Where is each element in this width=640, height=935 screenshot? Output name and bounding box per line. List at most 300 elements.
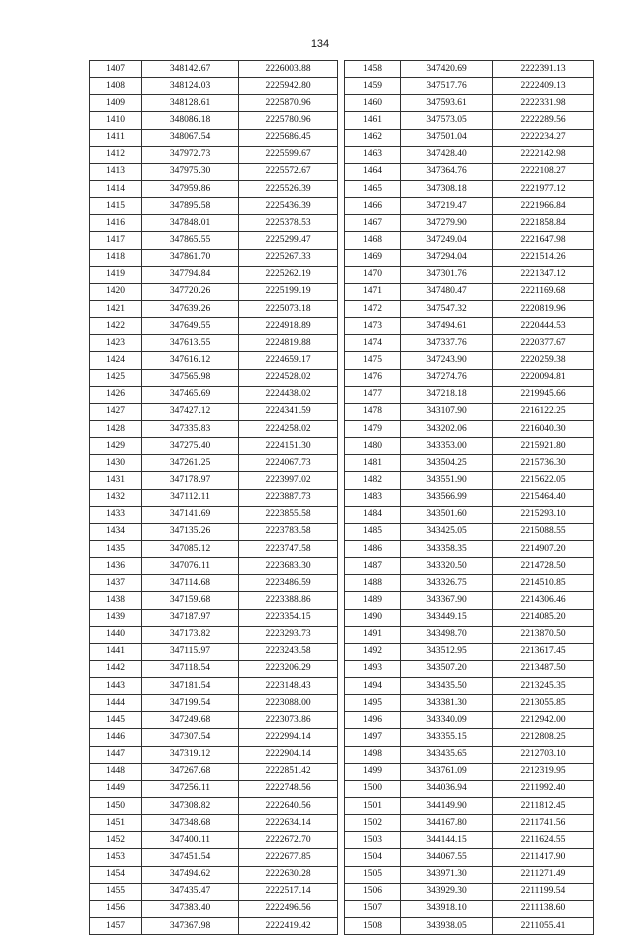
y-coordinate-cell: 2213245.35: [493, 678, 594, 695]
x-coordinate-cell: 344036.94: [401, 780, 493, 797]
point-number-cell: 1489: [345, 592, 401, 609]
x-coordinate-cell: 347465.69: [142, 386, 239, 403]
table-row: [345, 249, 594, 266]
y-coordinate-cell: 2220377.67: [493, 335, 594, 352]
y-coordinate-cell: 2212319.95: [493, 763, 594, 780]
point-number-cell: 1499: [345, 763, 401, 780]
x-coordinate-cell: 348142.67: [142, 61, 239, 78]
y-coordinate-cell: 2213055.85: [493, 695, 594, 712]
point-number-cell: 1472: [345, 300, 401, 317]
table-row: [345, 678, 594, 695]
table-row: [345, 558, 594, 575]
table-row: [345, 61, 594, 78]
y-coordinate-cell: 2211812.45: [493, 798, 594, 815]
point-number-cell: 1422: [90, 318, 142, 335]
x-coordinate-cell: 347547.32: [401, 300, 493, 317]
table-row: [345, 403, 594, 420]
point-number-cell: 1478: [345, 403, 401, 420]
x-coordinate-cell: 343507.20: [401, 660, 493, 677]
y-coordinate-cell: 2226003.88: [239, 61, 338, 78]
y-coordinate-cell: 2221514.26: [493, 249, 594, 266]
y-coordinate-cell: 2225378.53: [239, 215, 338, 232]
table-body-left: [90, 61, 338, 935]
table-row: [345, 763, 594, 780]
x-coordinate-cell: 343435.50: [401, 678, 493, 695]
y-coordinate-cell: 2222630.28: [239, 866, 338, 883]
point-number-cell: 1444: [90, 695, 142, 712]
point-number-cell: 1456: [90, 900, 142, 917]
point-number-cell: 1486: [345, 540, 401, 557]
point-number-cell: 1480: [345, 438, 401, 455]
x-coordinate-cell: 347383.40: [142, 900, 239, 917]
table-row: [345, 438, 594, 455]
table-row: [90, 832, 338, 849]
table-row: [345, 832, 594, 849]
y-coordinate-cell: 2225870.96: [239, 95, 338, 112]
x-coordinate-cell: 347199.54: [142, 695, 239, 712]
x-coordinate-cell: 348067.54: [142, 129, 239, 146]
x-coordinate-cell: 343340.09: [401, 712, 493, 729]
table-row: [345, 369, 594, 386]
y-coordinate-cell: 2222677.85: [239, 849, 338, 866]
x-coordinate-cell: 347181.54: [142, 678, 239, 695]
table-row: [90, 883, 338, 900]
x-coordinate-cell: 347135.26: [142, 523, 239, 540]
point-number-cell: 1473: [345, 318, 401, 335]
point-number-cell: 1483: [345, 489, 401, 506]
y-coordinate-cell: 2225526.39: [239, 180, 338, 197]
point-number-cell: 1455: [90, 883, 142, 900]
table-row: [90, 575, 338, 592]
y-coordinate-cell: 2216122.25: [493, 403, 594, 420]
point-number-cell: 1496: [345, 712, 401, 729]
point-number-cell: 1490: [345, 609, 401, 626]
y-coordinate-cell: 2222672.70: [239, 832, 338, 849]
point-number-cell: 1461: [345, 112, 401, 129]
x-coordinate-cell: 343449.15: [401, 609, 493, 626]
x-coordinate-cell: 343355.15: [401, 729, 493, 746]
y-coordinate-cell: 2215736.30: [493, 455, 594, 472]
point-number-cell: 1476: [345, 369, 401, 386]
y-coordinate-cell: 2222289.56: [493, 112, 594, 129]
y-coordinate-cell: 2220259.38: [493, 352, 594, 369]
point-number-cell: 1429: [90, 438, 142, 455]
table-row: [90, 763, 338, 780]
x-coordinate-cell: 347573.05: [401, 112, 493, 129]
y-coordinate-cell: 2222904.14: [239, 746, 338, 763]
x-coordinate-cell: 347975.30: [142, 163, 239, 180]
point-number-cell: 1484: [345, 506, 401, 523]
y-coordinate-cell: 2213487.50: [493, 660, 594, 677]
y-coordinate-cell: 2214907.20: [493, 540, 594, 557]
point-number-cell: 1412: [90, 146, 142, 163]
x-coordinate-cell: 343498.70: [401, 626, 493, 643]
y-coordinate-cell: 2222419.42: [239, 918, 338, 935]
table-row: [345, 283, 594, 300]
x-coordinate-cell: 347895.58: [142, 198, 239, 215]
table-row: [90, 249, 338, 266]
x-coordinate-cell: 347249.68: [142, 712, 239, 729]
point-number-cell: 1443: [90, 678, 142, 695]
table-row: [90, 746, 338, 763]
x-coordinate-cell: 343938.05: [401, 918, 493, 935]
y-coordinate-cell: 2212703.10: [493, 746, 594, 763]
x-coordinate-cell: 347308.82: [142, 798, 239, 815]
table-row: [345, 266, 594, 283]
y-coordinate-cell: 2224659.17: [239, 352, 338, 369]
table-row: [90, 472, 338, 489]
table-row: [345, 746, 594, 763]
y-coordinate-cell: 2212808.25: [493, 729, 594, 746]
x-coordinate-cell: 344067.55: [401, 849, 493, 866]
y-coordinate-cell: 2222640.56: [239, 798, 338, 815]
table-row: [345, 729, 594, 746]
table-body-right: [345, 61, 594, 935]
x-coordinate-cell: 347400.11: [142, 832, 239, 849]
point-number-cell: 1506: [345, 883, 401, 900]
x-coordinate-cell: 347173.82: [142, 626, 239, 643]
y-coordinate-cell: 2225199.19: [239, 283, 338, 300]
y-coordinate-cell: 2213870.50: [493, 626, 594, 643]
y-coordinate-cell: 2221347.12: [493, 266, 594, 283]
x-coordinate-cell: 347649.55: [142, 318, 239, 335]
table-row: [345, 232, 594, 249]
table-row: [345, 900, 594, 917]
table-row: [90, 420, 338, 437]
y-coordinate-cell: 2211199.54: [493, 883, 594, 900]
y-coordinate-cell: 2224438.02: [239, 386, 338, 403]
y-coordinate-cell: 2220444.53: [493, 318, 594, 335]
y-coordinate-cell: 2222108.27: [493, 163, 594, 180]
x-coordinate-cell: 347335.83: [142, 420, 239, 437]
point-number-cell: 1459: [345, 78, 401, 95]
point-number-cell: 1508: [345, 918, 401, 935]
table-row: [90, 900, 338, 917]
point-number-cell: 1457: [90, 918, 142, 935]
table-row: [90, 215, 338, 232]
x-coordinate-cell: 347274.76: [401, 369, 493, 386]
y-coordinate-cell: 2222634.14: [239, 815, 338, 832]
x-coordinate-cell: 347435.47: [142, 883, 239, 900]
table-row: [90, 163, 338, 180]
y-coordinate-cell: 2214728.50: [493, 558, 594, 575]
point-number-cell: 1463: [345, 146, 401, 163]
y-coordinate-cell: 2223683.30: [239, 558, 338, 575]
x-coordinate-cell: 347307.54: [142, 729, 239, 746]
table-row: [345, 318, 594, 335]
x-coordinate-cell: 347420.69: [401, 61, 493, 78]
x-coordinate-cell: 347367.98: [142, 918, 239, 935]
x-coordinate-cell: 343381.30: [401, 695, 493, 712]
y-coordinate-cell: 2211992.40: [493, 780, 594, 797]
table-row: [345, 95, 594, 112]
x-coordinate-cell: 347348.68: [142, 815, 239, 832]
point-number-cell: 1416: [90, 215, 142, 232]
x-coordinate-cell: 343929.30: [401, 883, 493, 900]
point-number-cell: 1453: [90, 849, 142, 866]
y-coordinate-cell: 2224067.73: [239, 455, 338, 472]
x-coordinate-cell: 348086.18: [142, 112, 239, 129]
x-coordinate-cell: 347085.12: [142, 540, 239, 557]
y-coordinate-cell: 2225267.33: [239, 249, 338, 266]
y-coordinate-cell: 2223088.00: [239, 695, 338, 712]
table-row: [90, 129, 338, 146]
x-coordinate-cell: 344167.80: [401, 815, 493, 832]
y-coordinate-cell: 2223887.73: [239, 489, 338, 506]
x-coordinate-cell: 347115.97: [142, 643, 239, 660]
x-coordinate-cell: 347613.55: [142, 335, 239, 352]
y-coordinate-cell: 2212942.00: [493, 712, 594, 729]
point-number-cell: 1421: [90, 300, 142, 317]
point-number-cell: 1428: [90, 420, 142, 437]
point-number-cell: 1413: [90, 163, 142, 180]
table-row: [90, 489, 338, 506]
coordinates-table-left: [89, 60, 338, 935]
table-row: [90, 918, 338, 935]
x-coordinate-cell: 347301.76: [401, 266, 493, 283]
point-number-cell: 1409: [90, 95, 142, 112]
table-row: [345, 643, 594, 660]
point-number-cell: 1474: [345, 335, 401, 352]
point-number-cell: 1425: [90, 369, 142, 386]
point-number-cell: 1452: [90, 832, 142, 849]
table-row: [345, 849, 594, 866]
x-coordinate-cell: 347720.26: [142, 283, 239, 300]
x-coordinate-cell: 343761.09: [401, 763, 493, 780]
y-coordinate-cell: 2222496.56: [239, 900, 338, 917]
point-number-cell: 1424: [90, 352, 142, 369]
table-row: [345, 695, 594, 712]
y-coordinate-cell: 2225599.67: [239, 146, 338, 163]
y-coordinate-cell: 2223997.02: [239, 472, 338, 489]
x-coordinate-cell: 347427.12: [142, 403, 239, 420]
x-coordinate-cell: 347494.62: [142, 866, 239, 883]
y-coordinate-cell: 2223354.15: [239, 609, 338, 626]
x-coordinate-cell: 343326.75: [401, 575, 493, 592]
table-row: [345, 712, 594, 729]
table-row: [90, 798, 338, 815]
table-row: [90, 438, 338, 455]
point-number-cell: 1504: [345, 849, 401, 866]
table-row: [345, 780, 594, 797]
y-coordinate-cell: 2211055.41: [493, 918, 594, 935]
point-number-cell: 1433: [90, 506, 142, 523]
y-coordinate-cell: 2224151.30: [239, 438, 338, 455]
table-row: [345, 352, 594, 369]
y-coordinate-cell: 2211417.90: [493, 849, 594, 866]
y-coordinate-cell: 2225299.47: [239, 232, 338, 249]
table-row: [90, 61, 338, 78]
y-coordinate-cell: 2213617.45: [493, 643, 594, 660]
table-row: [345, 575, 594, 592]
point-number-cell: 1470: [345, 266, 401, 283]
x-coordinate-cell: 347959.86: [142, 180, 239, 197]
x-coordinate-cell: 347112.11: [142, 489, 239, 506]
point-number-cell: 1426: [90, 386, 142, 403]
y-coordinate-cell: 2214510.85: [493, 575, 594, 592]
y-coordinate-cell: 2211624.55: [493, 832, 594, 849]
y-coordinate-cell: 2222994.14: [239, 729, 338, 746]
point-number-cell: 1440: [90, 626, 142, 643]
x-coordinate-cell: 347141.69: [142, 506, 239, 523]
y-coordinate-cell: 2222748.56: [239, 780, 338, 797]
point-number-cell: 1460: [345, 95, 401, 112]
point-number-cell: 1438: [90, 592, 142, 609]
table-row: [345, 506, 594, 523]
table-row: [90, 815, 338, 832]
table-row: [345, 420, 594, 437]
y-coordinate-cell: 2221977.12: [493, 180, 594, 197]
x-coordinate-cell: 343353.00: [401, 438, 493, 455]
x-coordinate-cell: 347118.54: [142, 660, 239, 677]
table-row: [345, 215, 594, 232]
point-number-cell: 1498: [345, 746, 401, 763]
point-number-cell: 1437: [90, 575, 142, 592]
table-row: [345, 335, 594, 352]
y-coordinate-cell: 2223783.58: [239, 523, 338, 540]
table-row: [90, 558, 338, 575]
y-coordinate-cell: 2211138.60: [493, 900, 594, 917]
table-row: [90, 403, 338, 420]
x-coordinate-cell: 347451.54: [142, 849, 239, 866]
point-number-cell: 1419: [90, 266, 142, 283]
table-row: [345, 609, 594, 626]
point-number-cell: 1497: [345, 729, 401, 746]
point-number-cell: 1468: [345, 232, 401, 249]
x-coordinate-cell: 343551.90: [401, 472, 493, 489]
point-number-cell: 1450: [90, 798, 142, 815]
y-coordinate-cell: 2222391.13: [493, 61, 594, 78]
table-row: [90, 318, 338, 335]
y-coordinate-cell: 2225572.67: [239, 163, 338, 180]
x-coordinate-cell: 347337.76: [401, 335, 493, 352]
table-row: [90, 678, 338, 695]
point-number-cell: 1464: [345, 163, 401, 180]
y-coordinate-cell: 2225780.96: [239, 112, 338, 129]
x-coordinate-cell: 343435.65: [401, 746, 493, 763]
point-number-cell: 1458: [345, 61, 401, 78]
point-number-cell: 1507: [345, 900, 401, 917]
y-coordinate-cell: 2223388.86: [239, 592, 338, 609]
y-coordinate-cell: 2215464.40: [493, 489, 594, 506]
table-row: [345, 180, 594, 197]
table-row: [90, 695, 338, 712]
point-number-cell: 1482: [345, 472, 401, 489]
x-coordinate-cell: 347114.68: [142, 575, 239, 592]
table-row: [345, 866, 594, 883]
y-coordinate-cell: 2221966.84: [493, 198, 594, 215]
x-coordinate-cell: 344149.90: [401, 798, 493, 815]
page-number: 134: [310, 38, 330, 50]
table-row: [345, 660, 594, 677]
x-coordinate-cell: 347494.61: [401, 318, 493, 335]
x-coordinate-cell: 347848.01: [142, 215, 239, 232]
y-coordinate-cell: 2222234.27: [493, 129, 594, 146]
table-row: [90, 523, 338, 540]
y-coordinate-cell: 2211741.56: [493, 815, 594, 832]
x-coordinate-cell: 347639.26: [142, 300, 239, 317]
x-coordinate-cell: 348128.61: [142, 95, 239, 112]
x-coordinate-cell: 347218.18: [401, 386, 493, 403]
y-coordinate-cell: 2211271.49: [493, 866, 594, 883]
y-coordinate-cell: 2221647.98: [493, 232, 594, 249]
x-coordinate-cell: 347565.98: [142, 369, 239, 386]
table-row: [90, 506, 338, 523]
y-coordinate-cell: 2222409.13: [493, 78, 594, 95]
y-coordinate-cell: 2223148.43: [239, 678, 338, 695]
x-coordinate-cell: 343971.30: [401, 866, 493, 883]
y-coordinate-cell: 2215293.10: [493, 506, 594, 523]
table-row: [90, 283, 338, 300]
point-number-cell: 1446: [90, 729, 142, 746]
table-row: [345, 198, 594, 215]
point-number-cell: 1487: [345, 558, 401, 575]
x-coordinate-cell: 347428.40: [401, 146, 493, 163]
y-coordinate-cell: 2220094.81: [493, 369, 594, 386]
x-coordinate-cell: 347267.68: [142, 763, 239, 780]
x-coordinate-cell: 347517.76: [401, 78, 493, 95]
point-number-cell: 1493: [345, 660, 401, 677]
y-coordinate-cell: 2225073.18: [239, 300, 338, 317]
table-row: [90, 592, 338, 609]
point-number-cell: 1451: [90, 815, 142, 832]
table-row: [90, 198, 338, 215]
x-coordinate-cell: 347187.97: [142, 609, 239, 626]
x-coordinate-cell: 347279.90: [401, 215, 493, 232]
y-coordinate-cell: 2221858.84: [493, 215, 594, 232]
point-number-cell: 1414: [90, 180, 142, 197]
table-row: [90, 112, 338, 129]
x-coordinate-cell: 347501.04: [401, 129, 493, 146]
point-number-cell: 1491: [345, 626, 401, 643]
table-row: [90, 386, 338, 403]
x-coordinate-cell: 343501.60: [401, 506, 493, 523]
table-row: [90, 712, 338, 729]
x-coordinate-cell: 343320.50: [401, 558, 493, 575]
point-number-cell: 1442: [90, 660, 142, 677]
y-coordinate-cell: 2225686.45: [239, 129, 338, 146]
y-coordinate-cell: 2224341.59: [239, 403, 338, 420]
table-row: [345, 523, 594, 540]
point-number-cell: 1475: [345, 352, 401, 369]
point-number-cell: 1505: [345, 866, 401, 883]
point-number-cell: 1479: [345, 420, 401, 437]
table-row: [345, 386, 594, 403]
y-coordinate-cell: 2222517.14: [239, 883, 338, 900]
table-row: [90, 300, 338, 317]
table-row: [90, 232, 338, 249]
point-number-cell: 1466: [345, 198, 401, 215]
table-row: [345, 163, 594, 180]
point-number-cell: 1448: [90, 763, 142, 780]
x-coordinate-cell: 347593.61: [401, 95, 493, 112]
y-coordinate-cell: 2223206.29: [239, 660, 338, 677]
table-row: [90, 540, 338, 557]
point-number-cell: 1430: [90, 455, 142, 472]
point-number-cell: 1407: [90, 61, 142, 78]
y-coordinate-cell: 2222331.98: [493, 95, 594, 112]
x-coordinate-cell: 347972.73: [142, 146, 239, 163]
y-coordinate-cell: 2216040.30: [493, 420, 594, 437]
table-row: [345, 918, 594, 935]
point-number-cell: 1441: [90, 643, 142, 660]
table-row: [345, 626, 594, 643]
x-coordinate-cell: 347480.47: [401, 283, 493, 300]
point-number-cell: 1434: [90, 523, 142, 540]
y-coordinate-cell: 2223486.59: [239, 575, 338, 592]
y-coordinate-cell: 2222851.42: [239, 763, 338, 780]
table-row: [90, 849, 338, 866]
